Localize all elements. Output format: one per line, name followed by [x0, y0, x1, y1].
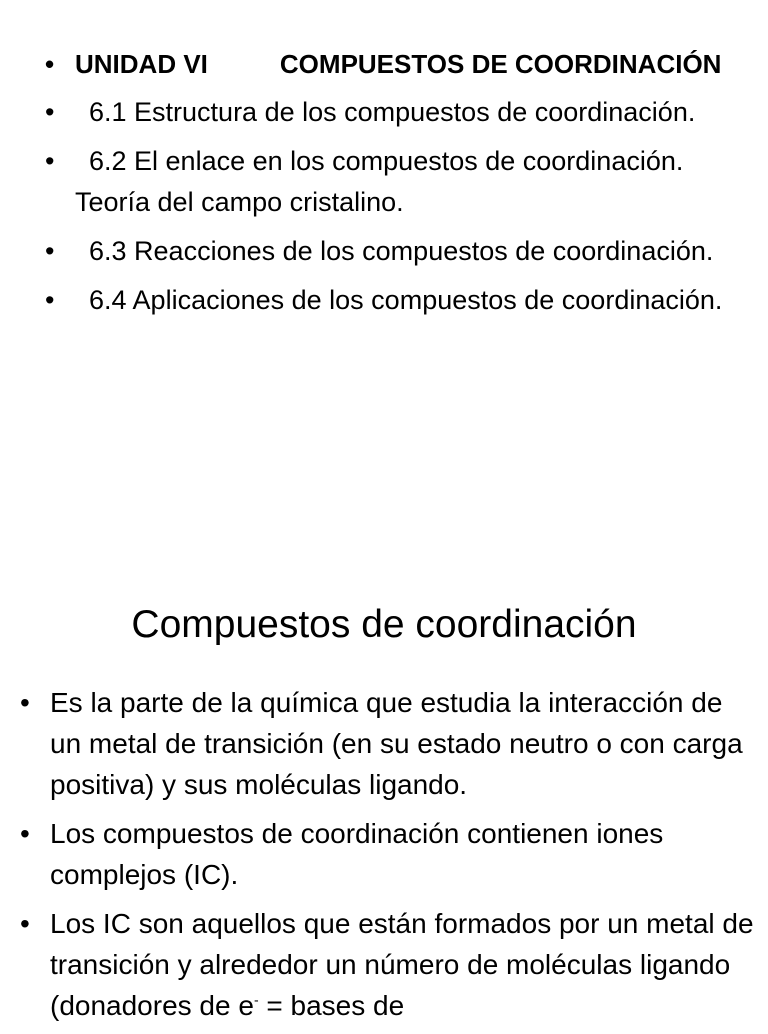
definition-point	[20, 682, 760, 805]
outline-item-text: 6.3 Reacciones de los compuestos de coordinación.	[89, 236, 714, 266]
unit-number: UNIDAD VI	[75, 49, 208, 79]
bullet-icon: •	[45, 49, 55, 79]
definition-list	[20, 682, 760, 1034]
bullet-icon: •	[45, 285, 55, 315]
unit-heading	[45, 44, 745, 84]
outline-item-text: 6.4 Aplicaciones de los compuestos de coordinación.	[89, 285, 723, 315]
outline-item-text: 6.1 Estructura de los compuestos de coordinación.	[89, 97, 696, 127]
definition-point	[20, 813, 760, 895]
slide-title: Compuestos de coordinación	[131, 603, 637, 646]
bullet-icon: •	[45, 97, 55, 127]
outline-item-text: 6.2 El enlace en los compuestos de coordinación. Teoría del campo cristalino.	[75, 146, 684, 217]
bullet-icon: •	[45, 146, 55, 176]
unit-outline-list	[45, 44, 745, 329]
definition-text: Los IC son aquellos que están formados por un metal de transición y alrededor un número de moléculas ligando (donadores de e	[50, 908, 754, 1021]
definition-point	[20, 903, 760, 1026]
slide-coordination-compounds	[0, 560, 768, 1024]
electron-charge-superscript: -	[253, 991, 259, 1008]
bullet-icon: •	[20, 687, 30, 718]
definition-text-tail: = bases de	[258, 990, 405, 1021]
definition-text: Es la parte de la química que estudia la interacción de un metal de transición (en su estado neutro o con carga positiva) y sus moléculas ligando.	[50, 687, 743, 800]
unit-title: COMPUESTOS DE COORDINACIÓN	[279, 49, 722, 79]
outline-item-6-2	[45, 141, 745, 223]
outline-item-6-3	[45, 231, 745, 272]
definition-text: Los compuestos de coordinación contienen iones complejos (IC).	[50, 818, 664, 890]
bullet-icon: •	[20, 908, 30, 939]
outline-item-6-4	[45, 280, 745, 321]
bullet-icon: •	[20, 818, 30, 849]
outline-item-6-1	[45, 92, 745, 133]
bullet-icon: •	[45, 236, 55, 266]
